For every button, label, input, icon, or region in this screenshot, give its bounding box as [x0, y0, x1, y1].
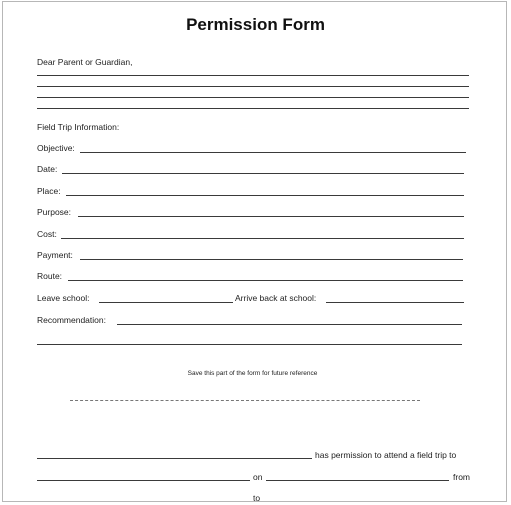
recommendation-line-2[interactable]	[37, 344, 462, 345]
student-name-line[interactable]	[37, 458, 312, 459]
save-note: Save this part of the form for future reference	[187, 370, 318, 377]
payment-line[interactable]	[80, 259, 463, 260]
trip-destination-line[interactable]	[37, 480, 250, 481]
cost-label: Cost:	[37, 229, 57, 239]
recommendation-line-1[interactable]	[117, 324, 462, 325]
from-label: from	[453, 472, 470, 482]
arrive-back-label: Arrive back at school:	[235, 293, 317, 303]
letter-line-2[interactable]	[37, 86, 469, 87]
leave-school-line[interactable]	[99, 302, 233, 303]
payment-label: Payment:	[37, 250, 73, 260]
objective-line[interactable]	[80, 152, 466, 153]
field-trip-info-label: Field Trip Information:	[37, 122, 120, 132]
date-label: Date:	[37, 164, 58, 174]
date-line[interactable]	[62, 173, 464, 174]
leave-school-label: Leave school:	[37, 293, 90, 303]
greeting-text: Dear Parent or Guardian,	[37, 57, 133, 67]
recommendation-label: Recommendation:	[37, 315, 106, 325]
place-line[interactable]	[66, 195, 464, 196]
page-title: Permission Form	[186, 15, 325, 34]
letter-line-1[interactable]	[37, 75, 469, 76]
route-label: Route:	[37, 271, 63, 281]
on-label: on	[253, 472, 263, 482]
route-line[interactable]	[68, 280, 463, 281]
has-permission-text: has permission to attend a field trip to	[315, 450, 457, 460]
purpose-label: Purpose:	[37, 207, 72, 217]
place-label: Place:	[37, 186, 61, 196]
objective-label: Objective:	[37, 143, 75, 153]
trip-date-line[interactable]	[266, 480, 449, 481]
cut-line	[70, 400, 420, 401]
cost-line[interactable]	[61, 238, 464, 239]
letter-line-4[interactable]	[37, 108, 469, 109]
to-label: to	[253, 493, 261, 503]
purpose-line[interactable]	[78, 216, 464, 217]
arrive-back-line[interactable]	[326, 302, 464, 303]
form-page	[2, 1, 507, 502]
letter-line-3[interactable]	[37, 97, 469, 98]
